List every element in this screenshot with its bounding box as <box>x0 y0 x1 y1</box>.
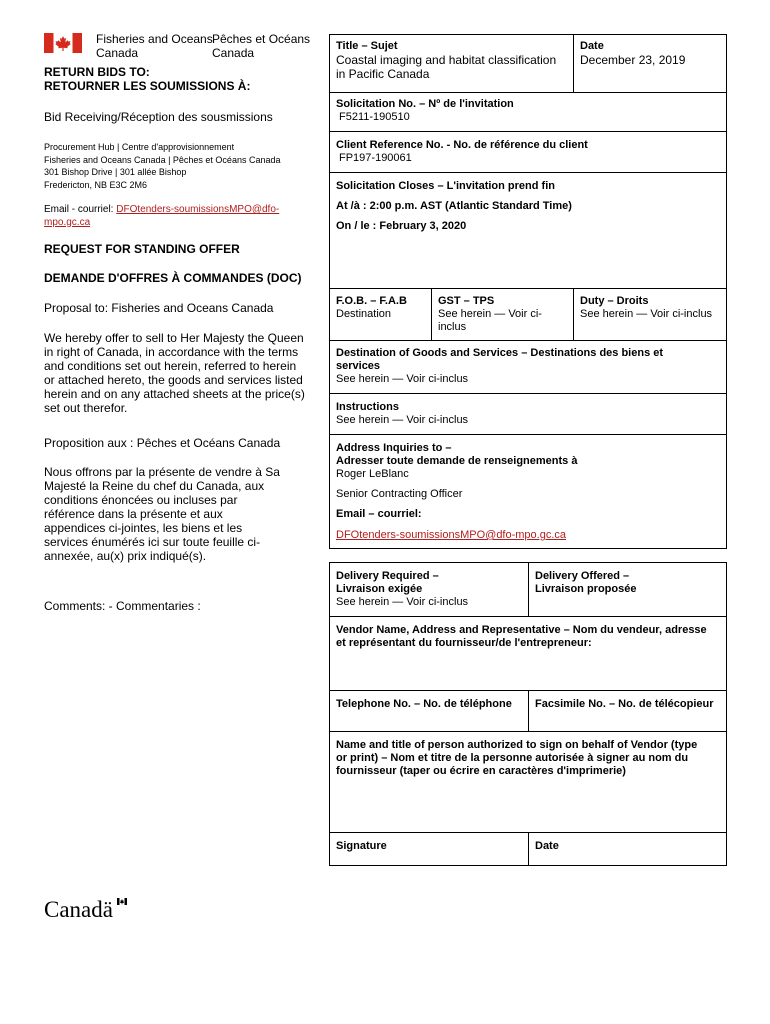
canada-flag-icon <box>44 33 82 53</box>
telephone-field[interactable]: Telephone No. – No. de téléphone <box>336 698 512 710</box>
canada-wordmark: Canadä <box>44 896 113 924</box>
comments-label: Comments: - Commentaries : <box>44 599 201 613</box>
proposal-to-fr: Proposition aux : Pêches et Océans Canada <box>44 436 281 450</box>
address-inquiries-field: Address Inquiries to – Adresser toute demande de renseignements à Roger LeBlanc Senior Contracting Officer Email – courriel: DFOtenders-soumissionsMPO@dfo-mpo.gc.ca <box>336 442 578 541</box>
date-field: Date December 23, 2019 <box>580 40 686 67</box>
bid-email-link[interactable]: DFOtenders-soumissionsMPO@dfo- <box>116 204 280 215</box>
signature-date-field[interactable]: Date <box>535 840 559 852</box>
government-header <box>44 32 314 60</box>
signature-field[interactable]: Signature <box>336 840 387 852</box>
destination-field: Destination of Goods and Services – Destinations des biens et services See herein — Voir ci-inclus <box>336 347 664 385</box>
bid-receiving: Bid Receiving/Réception des sousmissions <box>44 110 273 124</box>
title-field: Title – Sujet Coastal imaging and habitat classification in Pacific Canada <box>336 40 557 81</box>
duty-field: Duty – Droits See herein — Voir ci-inclus <box>580 295 713 320</box>
offer-text-en: We hereby offer to sell to Her Majesty the Queen in right of Canada, in accordance with the terms and conditions set out herein, referred to herein or attached hereto, the goods and services listed herein and on any attached sheets at the price(s) set out therefor. <box>44 331 305 415</box>
instructions-field: Instructions See herein — Voir ci-inclus <box>336 401 469 426</box>
return-bids-heading: RETURN BIDS TO: RETOURNER LES SOUMISSIONS À: <box>44 65 251 93</box>
offer-text-fr: Nous offrons par la présente de vendre à Sa Majesté la Reine du chef du Canada, aux conditions énoncées ou incluses par référence dans la présente et aux appendices ci-jointes, les biens et les services énumérés ici sur toute feuille ci- annexée, au(x) prix indiqué(s). <box>44 465 280 563</box>
gst-field: GST – TPS See herein — Voir ci- inclus <box>438 295 542 333</box>
delivery-required-field: Delivery Required – Livraison exigée See herein — Voir ci-inclus <box>336 570 469 608</box>
proposal-to-en: Proposal to: Fisheries and Oceans Canada <box>44 301 274 315</box>
dept-name-fr: Pêches et Océans Canada <box>212 32 311 60</box>
authorized-signatory-field[interactable]: Name and title of person authorized to sign on behalf of Vendor (type or print) – Nom et titre de la personne autorisée à signer au nom du fournisseur (taper ou écrire en caractères d'imprimerie) <box>336 739 698 777</box>
inquiries-email-link[interactable]: DFOtenders-soumissionsMPO@dfo-mpo.gc.ca <box>336 529 567 541</box>
client-reference-field: Client Reference No. - No. de référence du client FP197-190061 <box>336 139 588 164</box>
bid-address: Procurement Hub | Centre d'approvisionnement Fisheries and Oceans Canada | Pêches et Océans Canada 301 Bishop Drive | 301 allée Bishop Fredericton, NB E3C 2M6 <box>44 142 281 190</box>
vendor-name-field[interactable]: Vendor Name, Address and Representative – Nom du vendeur, adresse et représentant du fournisseur/de l'entrepreneur: <box>336 624 707 649</box>
rfso-heading-en: REQUEST FOR STANDING OFFER <box>44 242 240 256</box>
bid-email: Email - courriel: DFOtenders-soumissionsMPO@dfo- mpo.gc.ca <box>44 204 280 228</box>
solicitation-number-field: Solicitation No. – Nº de l'invitation F5211-190510 <box>336 98 514 123</box>
dept-name-en: Fisheries and Oceans Canada <box>96 32 213 60</box>
solicitation-closes-field: Solicitation Closes – L'invitation prend fin At /à : 2:00 p.m. AST (Atlantic Standard Time) On / le : February 3, 2020 <box>336 180 572 232</box>
wordmark-flag-icon <box>117 898 127 905</box>
fob-field: F.O.B. – F.A.B Destination <box>336 295 407 320</box>
rfso-heading-fr: DEMANDE D'OFFRES À COMMANDES (DOC) <box>44 271 302 285</box>
bid-email-link-cont[interactable]: mpo.gc.ca <box>44 216 91 228</box>
delivery-offered-field[interactable]: Delivery Offered – Livraison proposée <box>535 570 637 595</box>
facsimile-field[interactable]: Facsimile No. – No. de télécopieur <box>535 698 714 710</box>
